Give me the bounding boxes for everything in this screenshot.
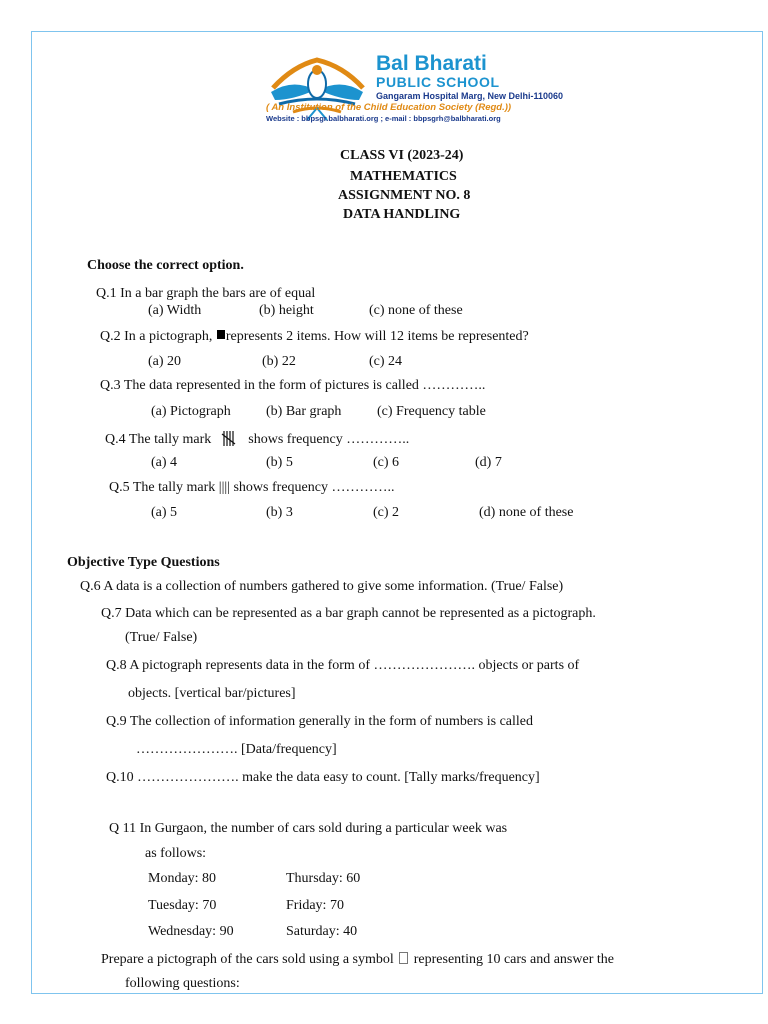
school-address: Gangaram Hospital Marg, New Delhi-110060 (376, 91, 564, 101)
question-2 (100, 329, 529, 345)
question-7: Q.7 Data which can be represented as a bar graph cannot be represented as a pictograph. (101, 606, 596, 621)
prep-text-post: representing 10 cars and answer the (413, 952, 614, 967)
q1-option-c: (c) none of these (369, 303, 463, 318)
school-subtitle: PUBLIC SCHOOL (376, 74, 500, 90)
day-monday: Monday: 80 (148, 871, 217, 886)
q3-option-c: (c) Frequency table (377, 404, 486, 419)
prepare-instruction-cont: following questions: (125, 976, 240, 991)
question-9-cont: …………………. [Data/frequency] (136, 742, 337, 757)
day-friday: Friday: 70 (286, 898, 344, 913)
tally-mark-icon (215, 429, 245, 447)
section-heading-objective: Objective Type Questions (67, 555, 220, 570)
institution-line: ( An Institution of the Child Education Society (Regd.)) (266, 102, 512, 113)
question-8: Q.8 A pictograph represents data in the form of …………………. objects or parts of (106, 658, 580, 673)
q5-option-c: (c) 2 (373, 505, 400, 520)
question-3: Q.3 The data represented in the form of pictures is called ………….. (100, 378, 486, 393)
prep-text-pre: Prepare a pictograph of the cars sold using a symbol (101, 952, 394, 967)
box-symbol-icon (399, 952, 408, 964)
q4-option-c: (c) 6 (373, 455, 400, 470)
school-name: Bal Bharati (376, 52, 487, 75)
q2-option-c: (c) 24 (369, 354, 403, 369)
day-thursday: Thursday: 60 (286, 871, 361, 886)
q3-option-a: (a) Pictograph (151, 404, 231, 419)
question-11-cont: as follows: (145, 846, 207, 861)
class-title: CLASS VI (2023-24) (340, 148, 464, 163)
q2-option-b: (b) 22 (262, 354, 296, 369)
assignment-title: ASSIGNMENT NO. 8 (338, 188, 471, 203)
question-10: Q.10 …………………. make the data easy to count. [Tally marks/frequency] (106, 770, 540, 785)
subject-title: MATHEMATICS (350, 169, 457, 184)
question-1: Q.1 In a bar graph the bars are of equal (96, 286, 316, 301)
q4-text-pre: Q.4 The tally mark (105, 432, 212, 447)
q5-option-d: (d) none of these (479, 505, 574, 520)
q2-option-a: (a) 20 (148, 354, 182, 369)
topic-title: DATA HANDLING (343, 207, 461, 222)
question-9: Q.9 The collection of information generally in the form of numbers is called (106, 714, 534, 729)
black-square-symbol-icon (217, 330, 225, 339)
question-4 (105, 429, 409, 448)
question-8-cont: objects. [vertical bar/pictures] (128, 686, 296, 701)
q4-text-post: shows frequency ………….. (248, 432, 410, 447)
day-saturday: Saturday: 40 (286, 924, 358, 939)
q5-option-a: (a) 5 (151, 505, 178, 520)
q1-option-b: (b) height (259, 303, 314, 318)
question-7-cont: (True/ False) (125, 630, 198, 645)
question-11: Q 11 In Gurgaon, the number of cars sold during a particular week was (109, 821, 508, 836)
q1-option-a: (a) Width (148, 303, 202, 318)
q3-option-b: (b) Bar graph (266, 404, 342, 419)
q2-text-post: represents 2 items. How will 12 items be represented? (225, 329, 529, 344)
section-heading-choose: Choose the correct option. (87, 258, 244, 273)
day-tuesday: Tuesday: 70 (148, 898, 217, 913)
q5-option-b: (b) 3 (266, 505, 293, 520)
q4-option-d: (d) 7 (475, 455, 502, 470)
q2-text-pre: Q.2 In a pictograph, (100, 329, 213, 344)
q4-option-b: (b) 5 (266, 455, 293, 470)
q4-option-a: (a) 4 (151, 455, 178, 470)
prepare-pictograph-instruction (101, 952, 614, 968)
question-5: Q.5 The tally mark |||| shows frequency ………….. (109, 480, 395, 495)
day-wednesday: Wednesday: 90 (148, 924, 234, 939)
website-line: Website : bbpsgr.balbharati.org ; e-mail : bbpsgrh@balbharati.org (266, 114, 501, 123)
question-6: Q.6 A data is a collection of numbers gathered to give some information. (True/ False) (80, 579, 564, 594)
